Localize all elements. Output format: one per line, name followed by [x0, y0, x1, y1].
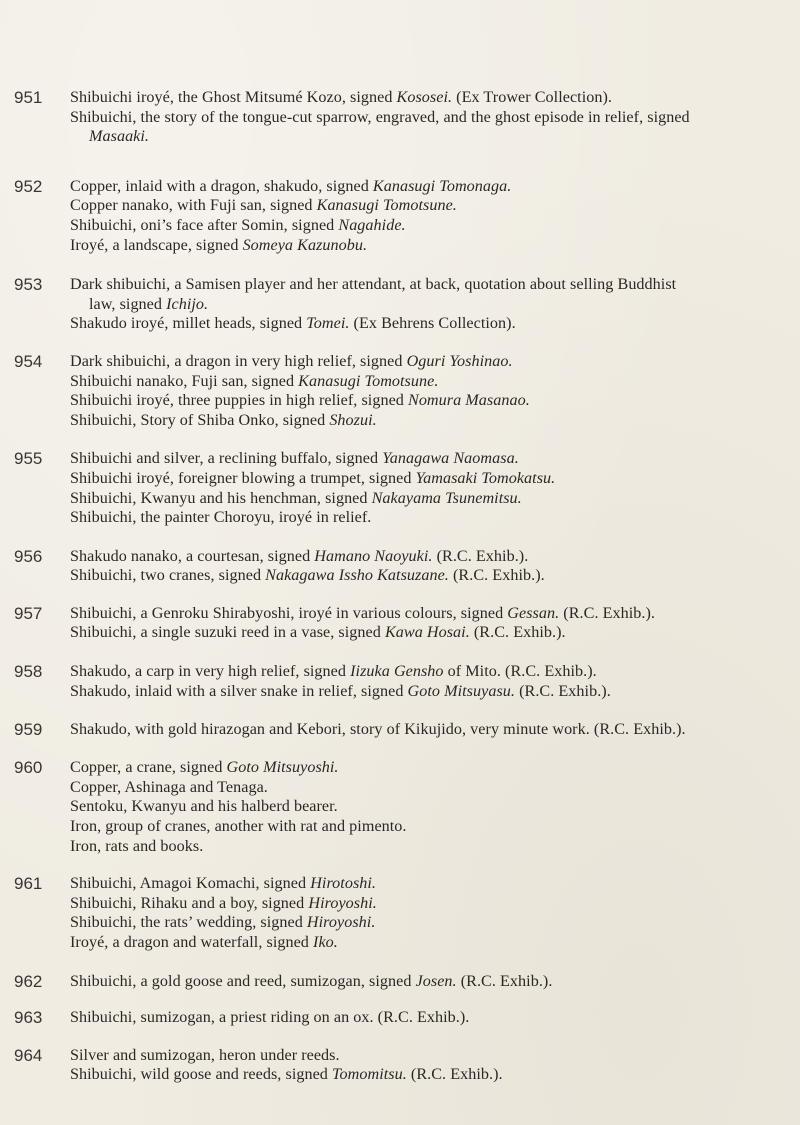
description-text: (R.C. Exhib.).	[515, 682, 611, 700]
lot-description	[70, 449, 800, 527]
lot-line	[70, 604, 788, 624]
description-text: Shibuichi and silver, a reclining buffalo, signed	[70, 450, 383, 468]
description-text: Shibuichi, a gold goose and reed, sumizogan, signed	[70, 972, 416, 990]
description-text: Shibuichi, two cranes, signed	[70, 567, 266, 585]
description-text: Copper, Ashinaga and Tenaga.	[70, 778, 268, 796]
lot-description	[70, 874, 800, 952]
signature-name: Yamasaki Tomokatsu.	[415, 469, 556, 487]
lot-number: 953	[14, 275, 43, 295]
lot-line	[70, 566, 788, 586]
lot-number: 962	[14, 971, 43, 991]
description-text: Shakudo, with gold hirazogan and Kebori, story of Kikujido, very minute work. (R.C. Exhib.).	[70, 721, 686, 739]
lot-description	[70, 720, 800, 740]
lot-description	[70, 662, 800, 701]
lot-description	[70, 352, 800, 430]
lot-number: 956	[14, 546, 43, 566]
lot-number: 957	[14, 603, 43, 623]
description-text: Shakudo iroyé, millet heads, signed	[70, 315, 307, 333]
description-text: Shibuichi, the painter Choroyu, iroyé in relief.	[70, 509, 372, 527]
lot-line	[70, 177, 788, 197]
lot-line	[70, 108, 788, 128]
description-text: (R.C. Exhib.).	[448, 567, 545, 585]
description-text: of Mito. (R.C. Exhib.).	[443, 663, 597, 681]
description-text: Shibuichi, Kwanyu and his henchman, signed	[70, 489, 372, 507]
lot-description	[70, 1046, 800, 1085]
description-text: Copper, inlaid with a dragon, shakudo, signed	[70, 177, 373, 195]
lot-line	[70, 391, 788, 411]
signature-name: Josen.	[415, 972, 457, 990]
lot-line	[70, 216, 788, 236]
description-text: (Ex Behrens Collection).	[349, 315, 516, 333]
signature-name: Tomomitsu.	[332, 1066, 407, 1084]
signature-name: Iko.	[313, 934, 338, 951]
description-text: Shibuichi, the story of the tongue-cut sparrow, engraved, and the ghost episode in relief, signed	[70, 108, 690, 126]
lot-description	[70, 88, 800, 147]
description-text: (R.C. Exhib.).	[432, 547, 529, 565]
lot-entry	[0, 720, 800, 740]
lot-line	[70, 275, 788, 295]
lot-line	[70, 314, 788, 334]
lot-line	[70, 127, 788, 147]
lot-line	[70, 449, 788, 469]
lot-line	[70, 547, 788, 567]
description-text: Copper, a crane, signed	[70, 759, 227, 777]
description-text: law, signed	[89, 295, 167, 313]
description-text: Shibuichi iroyé, foreigner blowing a trumpet, signed	[70, 469, 416, 487]
lot-line	[70, 817, 788, 837]
lot-entry	[0, 1046, 800, 1085]
signature-name: Nakayama Tsunemitsu.	[371, 489, 522, 507]
description-text: Iroyé, a landscape, signed	[70, 236, 243, 254]
signature-name: Kanasugi Tomonaga.	[372, 177, 512, 195]
lot-line	[70, 1008, 788, 1028]
signature-name: Kanasugi Tomotsune.	[316, 197, 457, 215]
signature-name: Gessan.	[507, 604, 560, 622]
lot-entry	[0, 972, 800, 992]
description-text: Shibuichi, the rats’ wedding, signed	[70, 914, 307, 932]
signature-name: Tomei.	[306, 315, 350, 333]
description-text: Sentoku, Kwanyu and his halberd bearer.	[70, 798, 338, 816]
lot-number: 963	[14, 1007, 43, 1027]
lot-line	[70, 797, 788, 817]
lot-line	[70, 874, 788, 894]
description-text: Iroyé, a dragon and waterfall, signed	[70, 934, 314, 951]
lot-entry	[0, 874, 800, 952]
description-text: Shakudo, a carp in very high relief, signed	[70, 663, 351, 681]
lot-line	[70, 623, 788, 643]
description-text: Copper nanako, with Fuji san, signed	[70, 197, 317, 215]
signature-name: Hirotoshi.	[310, 875, 377, 893]
lot-description	[70, 547, 800, 586]
lot-entry	[0, 275, 800, 334]
description-text: Shibuichi, Rihaku and a boy, signed	[70, 894, 309, 912]
signature-name: Goto Mitsuyoshi.	[226, 759, 339, 777]
signature-name: Goto Mitsuyasu.	[407, 682, 515, 700]
lot-description	[70, 758, 800, 856]
lot-line	[70, 88, 788, 108]
lot-number: 960	[14, 758, 43, 778]
lot-line	[70, 1065, 788, 1085]
signature-name: Kawa Hosai.	[384, 624, 470, 642]
description-text: Dark shibuichi, a Samisen player and her attendant, at back, quotation about selling Buddhist	[70, 276, 677, 294]
lot-line	[70, 778, 788, 798]
description-text: (Ex Trower Collection).	[452, 89, 612, 106]
description-text: Shibuichi, oni’s face after Somin, signed	[70, 216, 339, 234]
lot-description	[70, 604, 800, 643]
description-text: Silver and sumizogan, heron under reeds.	[70, 1046, 340, 1064]
description-text: Shakudo, inlaid with a silver snake in relief, signed	[70, 682, 408, 700]
description-text: Iron, group of cranes, another with rat and pimento.	[70, 818, 407, 836]
signature-name: Masaaki.	[89, 128, 150, 146]
lot-line	[70, 894, 788, 914]
signature-name: Yanagawa Naomasa.	[382, 450, 519, 468]
description-text: Dark shibuichi, a dragon in very high relief, signed	[70, 352, 407, 370]
lot-number: 961	[14, 874, 43, 894]
signature-name: Kanasugi Tomotsune.	[298, 372, 439, 390]
lot-line	[70, 662, 788, 682]
lot-entry	[0, 449, 800, 527]
lot-line	[70, 372, 788, 392]
description-text: Shibuichi, a Genroku Shirabyoshi, iroyé in various colours, signed	[70, 604, 508, 622]
lot-line	[70, 236, 788, 256]
lot-entry	[0, 758, 800, 856]
description-text: (R.C. Exhib.).	[406, 1066, 503, 1084]
signature-name: Shozui.	[329, 411, 377, 429]
signature-name: Hiroyoshi.	[308, 894, 377, 912]
description-text: Shibuichi, wild goose and reeds, signed	[70, 1066, 333, 1084]
lot-entry	[0, 1008, 800, 1028]
description-text: Shibuichi, sumizogan, a priest riding on an ox. (R.C. Exhib.).	[70, 1008, 470, 1026]
description-text: Shakudo nanako, a courtesan, signed	[70, 547, 315, 565]
signature-name: Nomura Masanao.	[408, 392, 530, 410]
lot-line	[70, 913, 788, 933]
description-text: Iron, rats and books.	[70, 837, 204, 855]
signature-name: Nagahide.	[338, 216, 406, 234]
signature-name: Oguri Yoshinao.	[406, 352, 513, 370]
lot-description	[70, 275, 800, 334]
lot-line	[70, 352, 788, 372]
lot-line	[70, 682, 788, 702]
signature-name: Iizuka Gensho	[350, 663, 444, 681]
lot-entry	[0, 177, 800, 255]
lot-description	[70, 177, 800, 255]
description-text: Shibuichi nanako, Fuji san, signed	[70, 372, 299, 390]
lot-line	[70, 933, 788, 953]
lot-line	[70, 1046, 788, 1066]
lot-line	[70, 295, 788, 315]
lot-number: 952	[14, 176, 43, 196]
description-text: Shibuichi iroyé, three puppies in high relief, signed	[70, 392, 408, 410]
signature-name: Nakagawa Issho Katsuzane.	[265, 567, 449, 585]
lot-line	[70, 469, 788, 489]
description-text: (R.C. Exhib.).	[456, 972, 553, 990]
lot-number: 954	[14, 351, 43, 371]
lot-entry	[0, 547, 800, 586]
lot-line	[70, 720, 788, 740]
lot-entry	[0, 662, 800, 701]
signature-name: Someya Kazunobu.	[242, 236, 368, 254]
lot-number: 951	[14, 88, 43, 107]
lot-line	[70, 508, 788, 528]
lot-line	[70, 411, 788, 431]
lot-description	[70, 1008, 800, 1028]
lot-number: 958	[14, 662, 43, 682]
signature-name: Kososei.	[396, 89, 453, 106]
lot-line	[70, 196, 788, 216]
description-text: (R.C. Exhib.).	[559, 604, 656, 622]
lot-entry	[0, 604, 800, 643]
description-text: Shibuichi iroyé, the Ghost Mitsumé Kozo, signed	[70, 89, 397, 106]
lot-entry	[0, 88, 800, 147]
lot-entry	[0, 352, 800, 430]
lot-line	[70, 972, 788, 992]
lot-line	[70, 758, 788, 778]
lot-number: 964	[14, 1045, 43, 1065]
signature-name: Hiroyoshi.	[306, 914, 376, 932]
lot-number: 959	[14, 720, 43, 740]
lot-number: 955	[14, 449, 43, 469]
description-text: Shibuichi, Amagoi Komachi, signed	[70, 875, 311, 893]
description-text: (R.C. Exhib.).	[469, 624, 566, 642]
signature-name: Ichijo.	[166, 295, 209, 313]
lot-line	[70, 837, 788, 857]
lot-line	[70, 489, 788, 509]
lot-description	[70, 972, 800, 992]
description-text: Shibuichi, Story of Shiba Onko, signed	[70, 411, 330, 429]
description-text: Shibuichi, a single suzuki reed in a vase, signed	[70, 624, 385, 642]
signature-name: Hamano Naoyuki.	[314, 547, 433, 565]
